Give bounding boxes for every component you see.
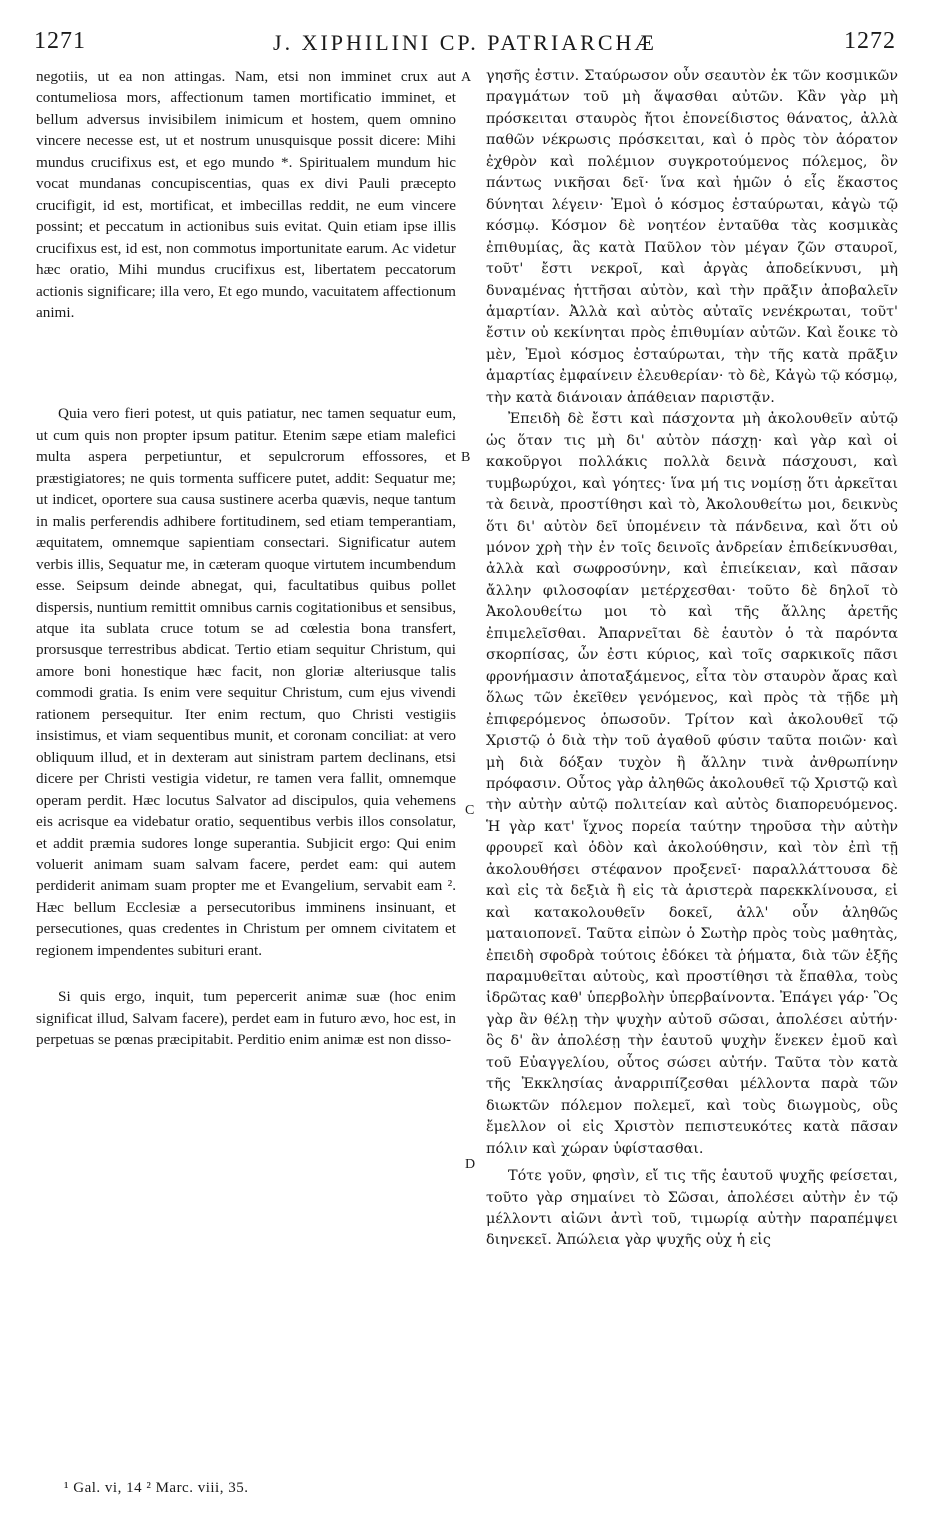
margin-marker-a: A	[461, 70, 472, 85]
margin-marker-d: D	[465, 1157, 476, 1172]
running-title: J. XIPHILINI CP. PATRIARCHÆ	[273, 30, 657, 55]
margin-marker-c: C	[465, 803, 475, 818]
latin-paragraph-1: negotiis, ut ea non attingas. Nam, etsi non imminet crux aut contumeliosa mors, affectionum tamen mortificatio imminet, et bellum adversus invisibilem inimicum et hostem, quem omnino vincere necesse est, ut et nostrum unusquisque possit dicere: Mihi mundus crucifixus est, et ego mundo *. Spiritualem mundum hic vocat mundanas concupiscentias, quas ex divi Pauli præcepto crucifigit, id est, mortificat, et imbecillas reddit, ne eum vincere possint; et peccatum in actionibus suis evitat. Quin etiam ipse illis crucifixus est, id est, non commotus importunitate earum. Ac videtur hæc oratio, Mihi mundus crucifixus est, libertatem peccatorum actionis significare; illa vero, Et ego mundo, vacuitatem affectionum animi.	[36, 68, 456, 321]
greek-paragraph-2: Ἐπειδὴ δὲ ἔστι καὶ πάσχοντα μὴ ἀκολουθεῖν αὐτῷ ὡς ὅταν τις μὴ δι' αὐτὸν πάσχῃ· καὶ γὰρ καὶ οἱ κακοῦργοι πολλάκις πολλὰ δεινὰ πάσχουσι, καὶ τυμβωρύχοι, καὶ γόητες· ἵνα μή τις νομίσῃ ὅτι ἀρκεῖται τὰ δεινὰ, προστίθησι καὶ τὸ, Ἀκολουθείτω μοι, δεικνὺς ὅτι δι' αὐτὸν δεῖ ὑπομένειν τὰ πάνδεινα, καὶ ὅτι οὐ μόνον χρὴ τὴν ἐν τοῖς δεινοῖς ἀνδρείαν ἐπιδείκνυσθαι, ἀλλὰ καὶ σωφροσύνην, καὶ ἐπιείκειαν, καὶ πᾶσαν ἄλλην φιλοσοφίαν μετέρχεσθαι· τοῦτο δὲ δηλοῖ τὸ Ἀκολουθείτω μοι τὸ καὶ τῆς ἄλλης ἀρετῆς ἐπιμελεῖσθαι. Ἀπαρνεῖται δὲ ἑαυτὸν ὁ τὰ παρόντα σκορπίσας, ὧν ἐστι κύριος, καὶ τοῖς σαρκικοῖς πᾶσι φρονήμασιν ἀποταξάμενος, εἶτα τὸν σταυρὸν ἄρας καὶ ὅλως τῶν ἐκεῖθεν γενόμενος, καὶ πρὸς τὰ τῇδε μὴ ἐπιφερόμενος ὁπωσοῦν. Τρίτον καὶ ἀκολουθεῖ τῷ Χριστῷ ὁ διὰ τὴν τοῦ ἀγαθοῦ φύσιν ταῦτα ποιῶν· καὶ μὴ διὰ δόξαν τυχὸν ἢ ἄλλην τινὰ ἀνθρωπίνην πρόφασιν. Οὗτος γὰρ ἀληθῶς ἀκολουθεῖ τῷ Χριστῷ καὶ τὴν αὐτὴν αὐτῷ πολιτείαν καὶ αὐτὸς διαπορευόμενος. Ἡ γὰρ κατ' ἴχνος πορεία ταύτην τηροῦσα τὴν αὐτὴν φρουρεῖ καὶ ὁδὸν καὶ ἀκολούθησιν, καὶ τὸν ἐπὶ τῇ ἀκολουθήσει στέφανον προξενεῖ· παραλλάττουσα δὲ καὶ εἰς τὰ δεξιὰ ἢ εἰς τὰ ἀριστερὰ παρεκκλίνουσα, εἰ καὶ κατακολουθεῖν δοκεῖ, ἀλλ' οὖν ἀληθῶς ματαιοπονεῖ. Ταῦτα εἰπὼν ὁ Σωτὴρ πρὸς τοὺς μαθητὰς, ἐπειδὴ σφοδρὰ τούτοις ἐδόκει τὰ ῥήματα, διὰ τῶν ἑξῆς παραμυθεῖται αὐτοὺς, καὶ προστίθησι τὰ ἔπαθλα, τοὺς ἱδρῶτας καθ' ὑπερβολὴν ὑπερβαίνοντα. Ἐπάγει γάρ· Ὃς γὰρ ἂν θέλῃ τὴν ψυχὴν αὐτοῦ σῶσαι, ἀπολέσει αὐτήν· ὃς δ' ἂν ἀπολέσῃ τὴν ἑαυτοῦ ψυχὴν ἕνεκεν ἐμοῦ καὶ τοῦ Εὐαγγελίου, οὗτος σώσει αὐτήν. Ταῦτα τὸν κατὰ τῆς Ἐκκλησίας ἀναρριπίζεσθαι μέλλοντα παρὰ τῶν διωκτῶν πόλεμον πολεμεῖ, καὶ τοὺς διωγμοὺς, οὓς ἔμελλον οἱ εἰς Χριστὸν πεπιστευκότες κατὰ πᾶσαν πόλιν καὶ χώραν ὑφίστασθαι.	[486, 411, 898, 1157]
latin-paragraph-3: Si quis ergo, inquit, tum pepercerit animæ suæ (hoc enim significat illud, Salvam facere), perdet eam in futuro ævo, hoc est, in perpetuas se pœnas præcipitabit. Perditio enim animæ est non disso-	[36, 988, 456, 1049]
footnotes: ¹ Gal. vi, 14 ² Marc. viii, 35.	[64, 1480, 249, 1496]
greek-paragraph-3: Τότε γοῦν, φησὶν, εἴ τις τῆς ἑαυτοῦ ψυχῆς φείσεται, τοῦτο γὰρ σημαίνει τὸ Σῶσαι, ἀπολέσει αὐτὴν ἐν τῷ μέλλοντι αἰῶνι ἀντὶ τοῦ, τιμωρίᾳ αὐτὴν παραπέμψει διηνεκεῖ. Ἀπώλεια γὰρ ψυχῆς οὐχ ἡ εἰς	[486, 1168, 898, 1249]
page-number-right: 1272	[844, 28, 896, 54]
greek-paragraph-1: γησῆς ἐστιν. Σταύρωσον οὖν σεαυτὸν ἐκ τῶν κοσμικῶν πραγμάτων τοῦ μὴ ἅψασθαι αὐτῶν. Κἂν γὰρ μὴ πρόσκειται σταυρὸς ἤτοι ἐπονείδιστος θάνατος, ἀλλὰ παθῶν νέκρωσις πρόσκειται, καὶ ὁ πρὸς τὸν ἀόρατον ἐχθρὸν καὶ πολέμιον συγκροτούμενος πόλεμος, ὃν πάντως νικῆσαι δεῖ· ἵνα καὶ ἡμῶν ὁ εἷς ἕκαστος δύνηται λέγειν· Ἐμοὶ ὁ κόσμος ἐσταύρωται, κἀγὼ τῷ κόσμῳ. Κόσμον δὲ νοητέον ἐνταῦθα τὰς κοσμικὰς ἐπιθυμίας, ἃς κατὰ Παῦλον τὸν μέγαν ζῶν σταυροῖ, τοῦτ' ἔστι νεκροῖ, καὶ ἀργὰς ἀποδείκνυσι, μὴ δυναμένας ἡττῆσαι αὐτὸν, καὶ τὴν πρᾶξιν ἀποβαλεῖν ἁμαρτίαν. Ἀλλὰ καὶ αὐτὸς αὐταῖς νενέκρωται, τοῦτ' ἔστιν οὐ κεκίνηται πρὸς ἐπιθυμίαν αὐτῶν. Καὶ ἔοικε τὸ μὲν, Ἐμοὶ κόσμος ἐσταύρωται, τὴν τῆς κατὰ πρᾶξιν ἁμαρτίας ἐμφαίνειν ἐλευθερίαν· τὸ δὲ, Κἀγὼ τῷ κόσμῳ, τὴν κατὰ διάνοιαν ἀπάθειαν παριστᾷν.	[486, 68, 898, 406]
latin-column	[36, 66, 456, 1051]
page-header	[0, 28, 930, 68]
page-number-left: 1271	[34, 28, 86, 54]
latin-paragraph-2: Quia vero fieri potest, ut quis patiatur, nec tamen sequatur eum, ut cum quis non propter ipsum patitur. Etenim sæpe etiam malefici multa aspera perpetiuntur, et sepulcrorum effossores, et præstigiatores; ne quis tormenta sufficere putet, addit: Sequatur me; ut indicet, oportere sua causa sustinere acerba quævis, neque tantum in malis perferendis adhibere fortitudinem, sed etiam temperantiam, æquitatem, omnemque sapientiam consectari. Significatur autem verbis illis, Sequatur me, in cæteram quoque virtutem incumbendum esse. Seipsum deinde abnegat, qui, facultatibus quibus pollet dispersis, nuntium remittit omnibus carnis cogitationibus et sensibus, atque ita sublata cruce totum se ad cœlestia bona transfert, prorsusque terrestribus abdicat. Tertio etiam sequitur Christum, qui amore boni honestique hæc facit, non gloriæ alteriusque talis commodi gratia. Is enim vere sequitur Christum, cum ejus vivendi rationem persequitur. Iter enim rectum, quo Christi vestigiis insistimus, et viam sequentibus munit, et coronam conciliat: at vero obliquum illud, et in dexteram aut sinistram partem declinans, etsi dicere per Christi vestigia videtur, re tamen vera fallit, omnemque operam perdit. Hæc locutus Salvator ad discipulos, quia vehemens eis acrisque ea videbatur oratio, sequentibus verbis illos consolatur, et addit præmia sudores longe superantia. Subjicit ergo: Qui enim voluerit animam suam salvam facere, perdet eam: qui autem perdiderit animam suam propter me et Evangelium, servabit eam ². Hæc bellum Ecclesiæ a persecutoribus imminens insinuant, et persecutiones, quas credentes in Christum per omnem civitatem et regionem impendentes subituri erant.	[36, 405, 456, 959]
margin-marker-b: B	[461, 450, 471, 465]
greek-column	[486, 66, 898, 1252]
